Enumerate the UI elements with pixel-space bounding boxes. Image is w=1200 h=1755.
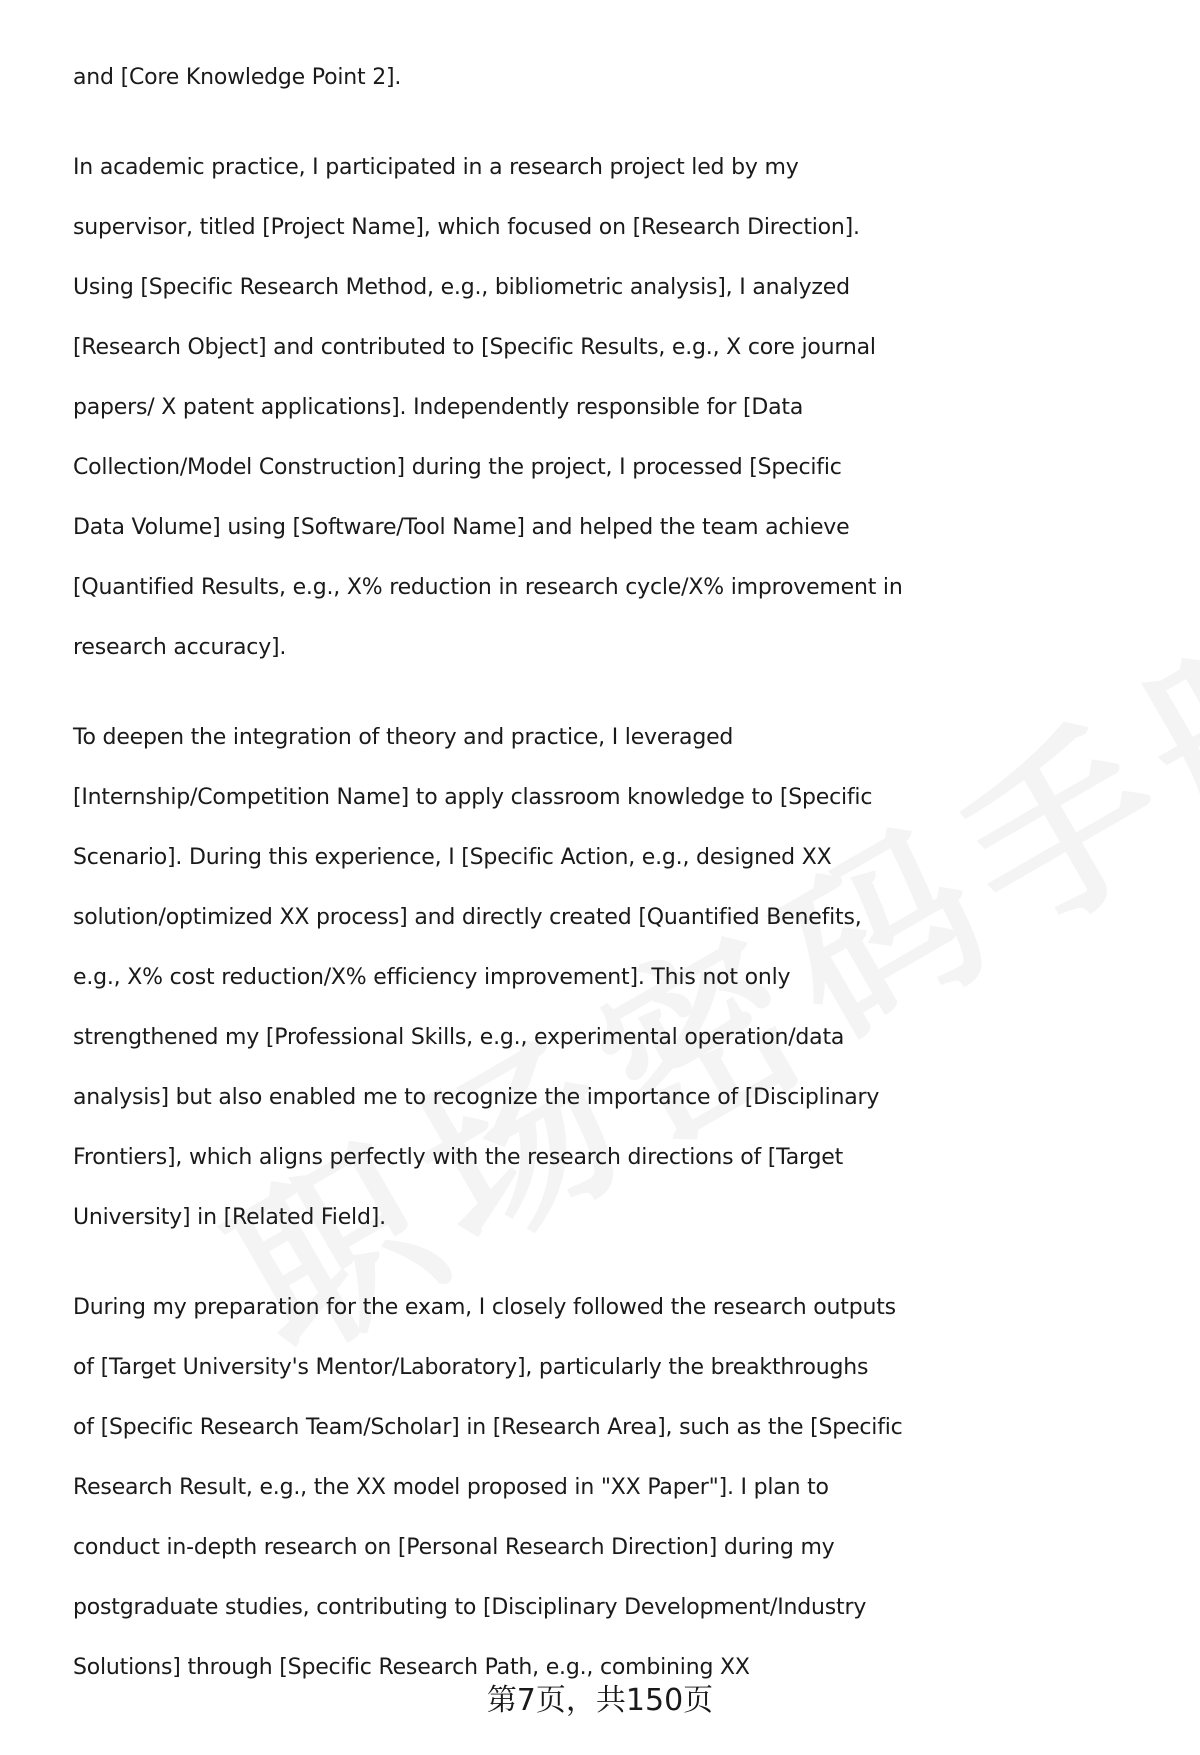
text-line: and [Core Knowledge Point 2]. xyxy=(73,65,402,90)
paragraph-3 xyxy=(73,708,1173,1248)
text-line: supervisor, titled [Project Name], which focused on [Research Direction]. xyxy=(73,215,860,240)
paragraph-4 xyxy=(73,1278,1173,1698)
text-line: Collection/Model Construction] during the project, I processed [Specific xyxy=(73,455,842,480)
document-body xyxy=(73,48,1173,1698)
text-line: University] in [Related Field]. xyxy=(73,1205,386,1230)
text-line: In academic practice, I participated in a research project led by my xyxy=(73,155,799,180)
text-line: To deepen the integration of theory and practice, I leveraged xyxy=(73,725,734,750)
text-line: During my preparation for the exam, I closely followed the research outputs xyxy=(73,1295,896,1320)
text-line: of [Specific Research Team/Scholar] in [Research Area], such as the [Specific xyxy=(73,1415,903,1440)
text-line: solution/optimized XX process] and directly created [Quantified Benefits, xyxy=(73,905,862,930)
text-line: conduct in-depth research on [Personal Research Direction] during my xyxy=(73,1535,835,1560)
text-line: Data Volume] using [Software/Tool Name] and helped the team achieve xyxy=(73,515,850,540)
text-line: [Research Object] and contributed to [Specific Results, e.g., X core journal xyxy=(73,335,876,360)
text-line: postgraduate studies, contributing to [Disciplinary Development/Industry xyxy=(73,1595,867,1620)
text-line: e.g., X% cost reduction/X% efficiency improvement]. This not only xyxy=(73,965,791,990)
text-line: Frontiers], which aligns perfectly with the research directions of [Target xyxy=(73,1145,844,1170)
text-line: Solutions] through [Specific Research Path, e.g., combining XX xyxy=(73,1655,750,1680)
page-number: 第7页，共150页 xyxy=(486,1683,714,1718)
text-line: Scenario]. During this experience, I [Specific Action, e.g., designed XX xyxy=(73,845,832,870)
text-line: [Internship/Competition Name] to apply classroom knowledge to [Specific xyxy=(73,785,873,810)
paragraph-1 xyxy=(73,48,1173,108)
text-line: analysis] but also enabled me to recognize the importance of [Disciplinary xyxy=(73,1085,880,1110)
text-line: papers/ X patent applications]. Independently responsible for [Data xyxy=(73,395,804,420)
text-line: [Quantified Results, e.g., X% reduction in research cycle/X% improvement in xyxy=(73,575,903,600)
text-line: of [Target University's Mentor/Laboratory], particularly the breakthroughs xyxy=(73,1355,869,1380)
text-line: Research Result, e.g., the XX model proposed in "XX Paper"]. I plan to xyxy=(73,1475,829,1500)
text-line: strengthened my [Professional Skills, e.g., experimental operation/data xyxy=(73,1025,845,1050)
text-line: research accuracy]. xyxy=(73,635,287,660)
text-line: Using [Specific Research Method, e.g., bibliometric analysis], I analyzed xyxy=(73,275,850,300)
paragraph-2 xyxy=(73,138,1173,678)
